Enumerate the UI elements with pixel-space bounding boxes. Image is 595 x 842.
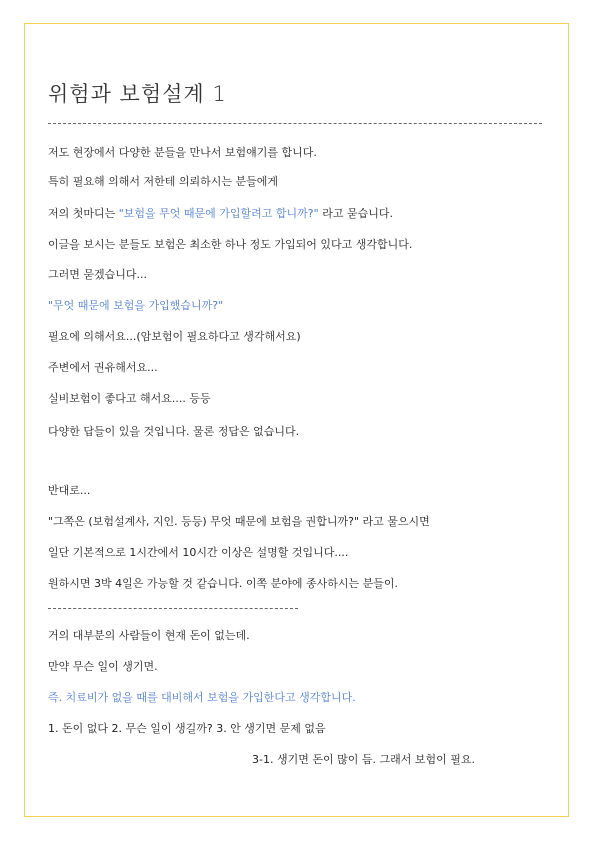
highlighted-question-line: "무엇 때문에 보험을 가입했습니까?" [48,299,224,312]
summary-points-line: 1. 돈이 없다 2. 무슨 일이 생길까? 3. 안 생기면 문제 없음 [48,722,326,735]
dashed-divider-top [48,123,542,124]
paragraph-line-8: 주변에서 권유해서요... [48,361,158,374]
paragraph-line-4: 이글을 보시는 분들도 보험은 최소한 하나 정도 가입되어 있다고 생각합니다. [48,238,413,251]
paragraph-line-15: 거의 대부분의 사람들이 현재 돈이 없는데. [48,629,250,642]
line-3-prefix: 저의 첫마디는 [48,207,119,220]
paragraph-line-1: 저도 현장에서 다양한 분들을 만나서 보험얘기를 합니다. [48,146,317,159]
highlighted-conclusion-line: 즉. 치료비가 없을 때를 대비해서 보험을 가입한다고 생각합니다. [48,691,356,704]
summary-subpoint-line: 3-1. 생기면 돈이 많이 듬. 그래서 보험이 필요. [252,753,475,766]
paragraph-line-14: 원하시면 3박 4일은 가능할 것 같습니다. 이쪽 분야에 종사하시는 분들이. [48,577,398,590]
paragraph-line-7: 필요에 의해서요...(암보험이 필요하다고 생각해서요) [48,330,301,343]
paragraph-line-13: 일단 기본적으로 1시간에서 10시간 이상은 설명할 것입니다.... [48,546,349,559]
paragraph-line-12: "그쪽은 (보험설계사, 지인. 등등) 무엇 때문에 보험을 권합니까?" 라고 물으시면 [48,515,430,528]
line-3-suffix: 라고 묻습니다. [318,207,393,220]
dashed-divider-middle [48,608,298,609]
paragraph-line-5: 그러면 묻겠습니다... [48,268,147,281]
paragraph-line-16: 만약 무슨 일이 생기면. [48,660,158,673]
document-title: 위험과 보험설계 1 [48,82,227,106]
highlighted-question: "보험을 무엇 때문에 가입할려고 합니까?" [118,207,319,220]
paragraph-line-3 [48,207,393,221]
paragraph-line-11: 반대로... [48,484,91,497]
paragraph-line-9: 실비보험이 좋다고 해서요.... 등등 [48,392,211,405]
paragraph-line-10: 다양한 답들이 있을 것입니다. 물론 정답은 없습니다. [48,425,300,438]
paragraph-line-2: 특히 필요해 의해서 저한테 의뢰하시는 분들에게 [48,175,279,188]
